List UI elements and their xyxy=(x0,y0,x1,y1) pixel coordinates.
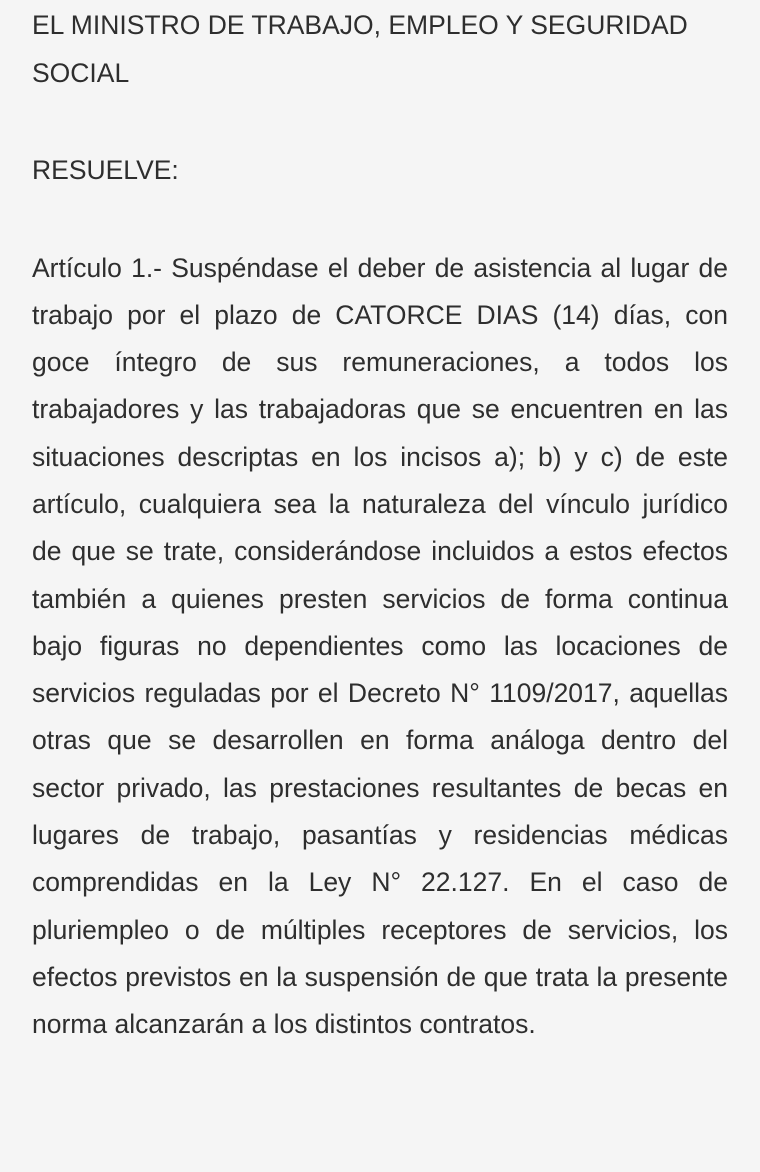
resolution-word: RESUELVE: xyxy=(32,155,179,185)
document-heading: EL MINISTRO DE TRABAJO, EMPLEO Y SEGURIDAD SOCIAL xyxy=(32,10,688,88)
article-1-text: Artículo 1.- Suspéndase el deber de asistencia al lugar de trabajo por el plazo de CATORCE DIAS (14) días, con goce íntegro de sus remuneraciones, a todos los trabajadores y las trabajadoras que se encuentren en las situaciones descriptas en los incisos a); b) y c) de este artículo, cualquiera sea la naturaleza del vínculo jurídico de que se trate, considerándose incluidos a estos efectos también a quienes presten servicios de forma continua bajo figuras no dependientes como las locaciones de servicios reguladas por el Decreto N° 1109/2017, aquellas otras que se desarrollen en forma análoga dentro del sector privado, las prestaciones resultantes de becas en lugares de trabajo, pasantías y residencias médicas comprendidas en la Ley N° 22.127. En el caso de pluriempleo o de múltiples receptores de servicios, los efectos previstos en la suspensión de que trata la presente norma alcanzarán a los distintos contratos. xyxy=(32,252,728,1040)
